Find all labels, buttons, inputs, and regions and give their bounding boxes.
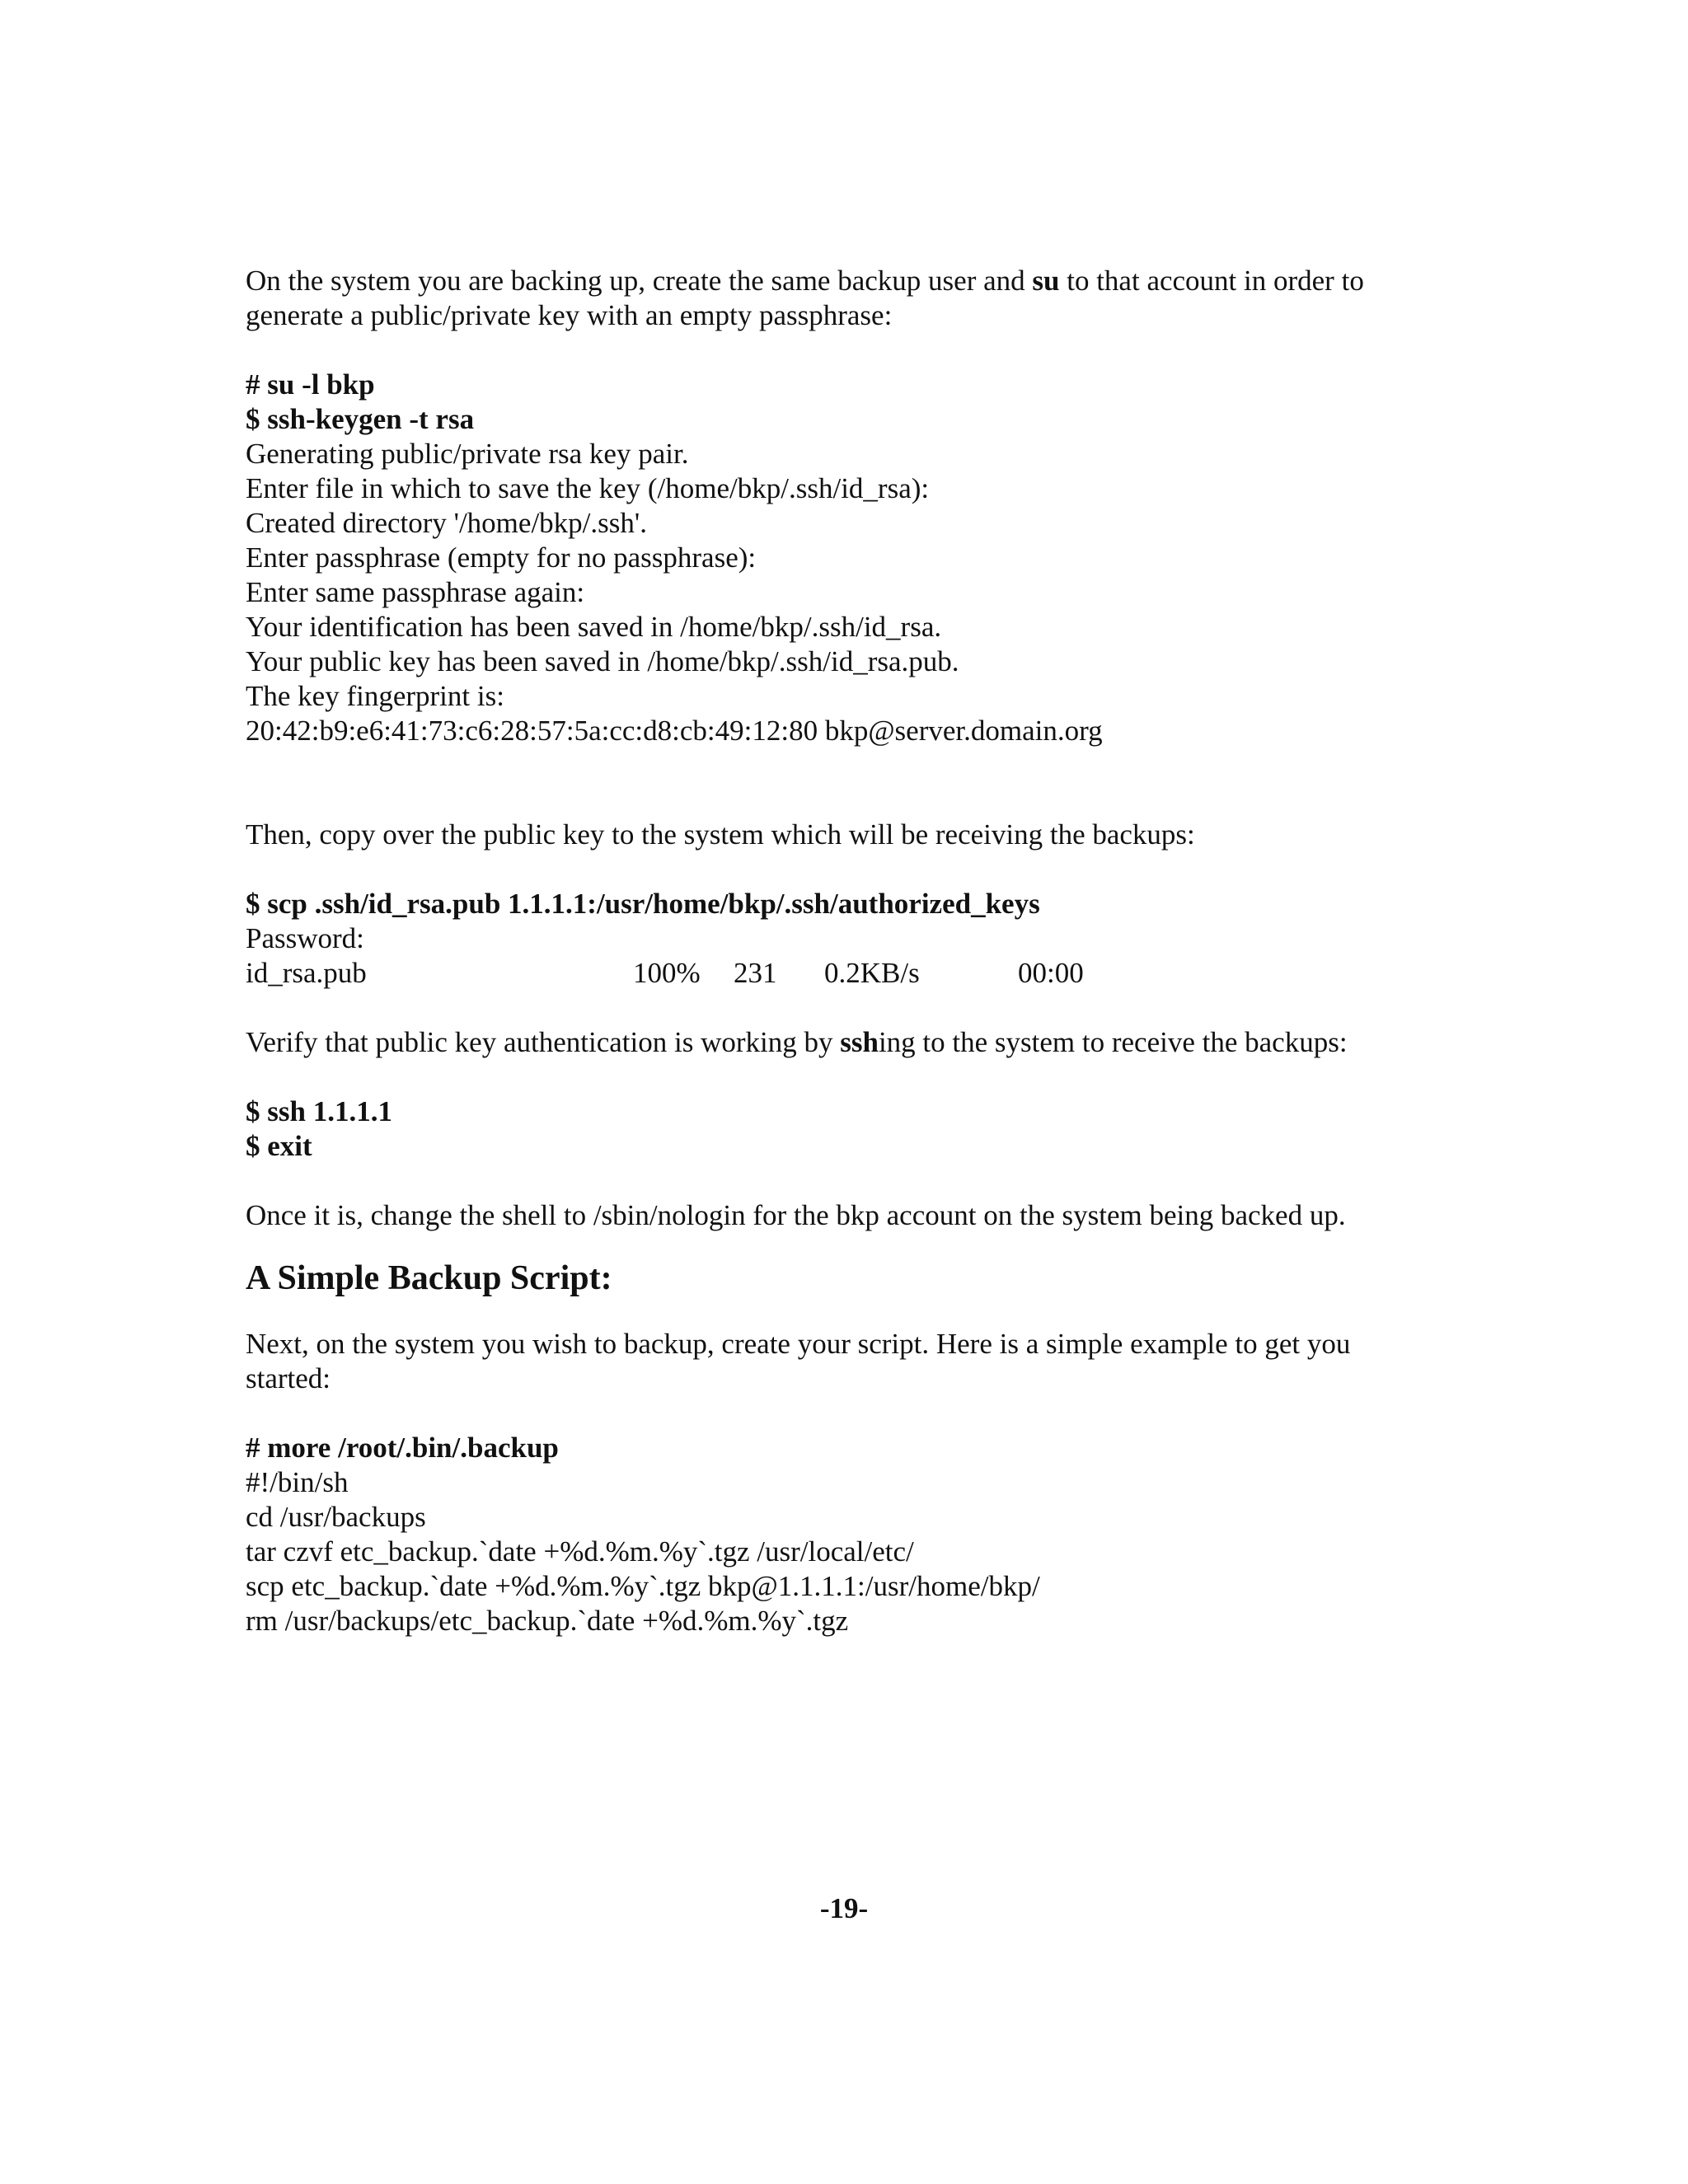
page-number: -19- — [819, 1892, 869, 1924]
scp-block — [246, 887, 1441, 991]
output-line: Enter file in which to save the key (/home/bkp/.ssh/id_rsa): — [246, 472, 930, 504]
command-exit: $ exit — [246, 1130, 312, 1162]
output-line: Enter same passphrase again: — [246, 576, 585, 608]
copy-paragraph: Then, copy over the public key to the system which will be receiving the backups: — [246, 818, 1195, 851]
transfer-percent: 100% — [633, 957, 701, 989]
script-line: rm /usr/backups/etc_backup.`date +%d.%m.%y`.tgz — [246, 1605, 849, 1637]
script-intro-paragraph: Next, on the system you wish to backup, create your script. Here is a simple example to get you started: — [246, 1328, 1351, 1394]
script-block — [246, 1431, 1441, 1638]
output-line: The key fingerprint is: — [246, 680, 504, 712]
intro-text-1: On the system you are backing up, create the same backup user and — [246, 265, 1033, 297]
intro-su-term: su — [1032, 265, 1060, 297]
script-line: tar czvf etc_backup.`date +%d.%m.%y`.tgz /usr/local/etc/ — [246, 1535, 914, 1568]
intro-paragraph — [246, 264, 1441, 333]
script-line: cd /usr/backups — [246, 1501, 426, 1533]
nologin-paragraph: Once it is, change the shell to /sbin/nologin for the bkp account on the system being backed up. — [246, 1199, 1346, 1231]
command-su: # su -l bkp — [246, 368, 375, 401]
verify-paragraph — [246, 1025, 1441, 1060]
command-ssh: $ ssh 1.1.1.1 — [246, 1095, 392, 1127]
command-scp: $ scp .ssh/id_rsa.pub 1.1.1.1:/usr/home/bkp/.ssh/authorized_keys — [246, 888, 1040, 920]
verify-ssh-term: ssh — [840, 1026, 879, 1058]
output-line: Enter passphrase (empty for no passphrase): — [246, 541, 757, 574]
transfer-progress-row — [246, 956, 1441, 991]
section-heading: A Simple Backup Script: — [246, 1259, 612, 1297]
verify-commands — [246, 1094, 1441, 1164]
verify-text-1: Verify that public key authentication is working by — [246, 1026, 841, 1058]
keygen-block — [246, 368, 1441, 748]
password-prompt: Password: — [246, 922, 364, 954]
intro-text-2: to that account in order to generate a public/private key with an empty passphrase: — [246, 265, 1364, 331]
output-line: Generating public/private rsa key pair. — [246, 438, 689, 470]
script-line: scp etc_backup.`date +%d.%m.%y`.tgz bkp@1.1.1.1:/usr/home/bkp/ — [246, 1570, 1040, 1602]
verify-text-2: ing to the system to receive the backups: — [878, 1026, 1348, 1058]
transfer-rate: 0.2KB/s — [824, 957, 920, 989]
output-line: Your public key has been saved in /home/bkp/.ssh/id_rsa.pub. — [246, 645, 959, 677]
command-ssh-keygen: $ ssh-keygen -t rsa — [246, 403, 475, 435]
script-line: #!/bin/sh — [246, 1466, 349, 1498]
transfer-time: 00:00 — [1018, 957, 1084, 989]
document-body — [246, 264, 1441, 1638]
output-line: Your identification has been saved in /home/bkp/.ssh/id_rsa. — [246, 611, 942, 643]
transfer-size: 231 — [734, 957, 777, 989]
output-line: Created directory '/home/bkp/.ssh'. — [246, 507, 647, 539]
command-more: # more /root/.bin/.backup — [246, 1432, 559, 1464]
fingerprint-line: 20:42:b9:e6:41:73:c6:28:57:5a:cc:d8:cb:49:12:80 bkp@server.domain.org — [246, 715, 1103, 747]
transfer-file: id_rsa.pub — [246, 957, 367, 989]
